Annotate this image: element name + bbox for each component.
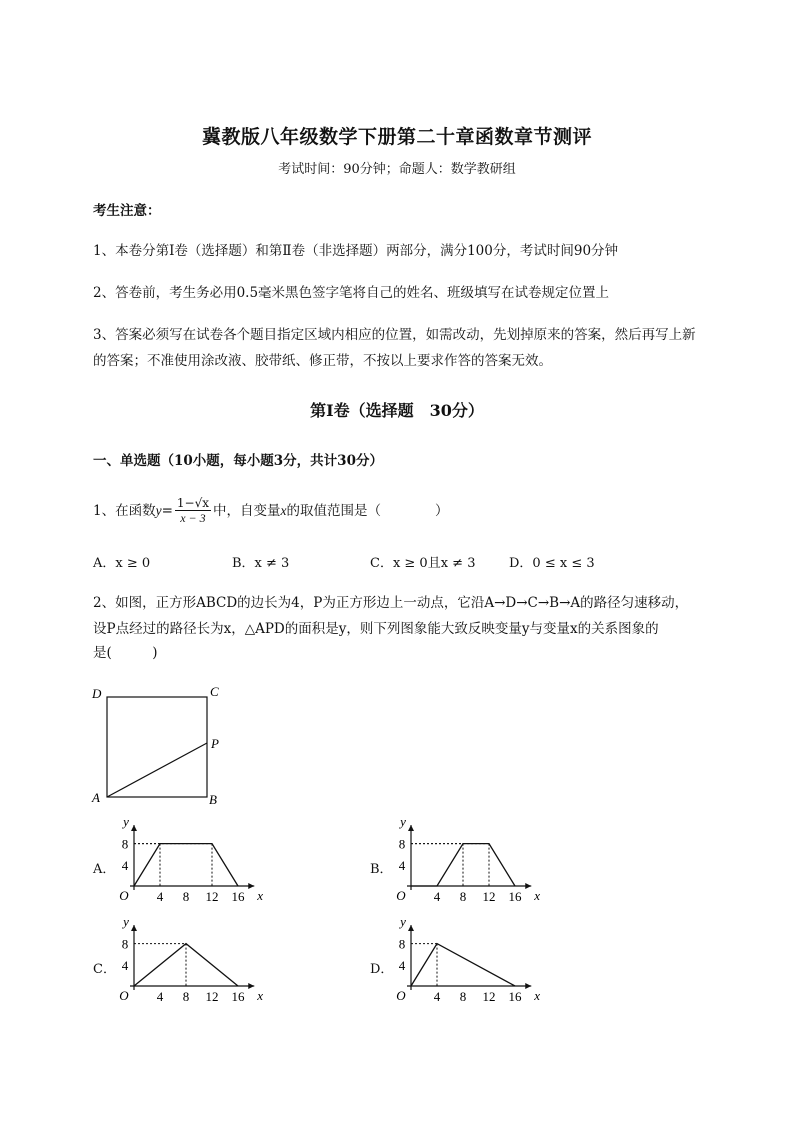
label-b: B — [209, 792, 217, 807]
x-axis-arrow — [248, 883, 254, 889]
q1-eq: = — [161, 502, 173, 519]
q2-option-c-graph[interactable] — [110, 920, 270, 1010]
x-axis-label: x — [257, 888, 263, 903]
q1-prefix: 1、在函数 — [93, 502, 156, 519]
y-tick-label: 8 — [121, 836, 129, 852]
q1-fraction — [175, 496, 211, 525]
q2-line-1: 2、如图，正方形ABCD的边长为4，P为正方形边上一动点，它沿A→D→C→B→A的路径匀速移动， — [93, 595, 689, 611]
x-tick-label: 16 — [231, 989, 245, 1004]
x-tick-label: 12 — [205, 989, 219, 1004]
q1-numerator: 1−√x — [176, 496, 210, 510]
q1-option-d[interactable]: D．0 ≤ x ≤ 3 — [509, 556, 595, 571]
notice-item-3-cont: 的答案；不准使用涂改液、胶带纸、修正带，不按以上要求作答的答案无效。 — [93, 353, 552, 369]
y-tick-label: 4 — [398, 957, 406, 973]
x-tick-label: 8 — [459, 889, 467, 904]
notice-item-2: 2、答卷前，考生务必用0.5毫米黑色签字笔将自己的姓名、班级填写在试卷规定位置上 — [93, 285, 610, 301]
y-tick-label: 8 — [398, 936, 406, 952]
x-tick-label: 8 — [182, 989, 190, 1004]
x-tick-label: 4 — [433, 889, 441, 904]
y-axis-label: y — [400, 820, 406, 830]
origin-label: O — [396, 888, 406, 903]
q1-x-var: x — [280, 502, 287, 518]
x-tick-label: 4 — [156, 889, 164, 904]
y-axis-arrow — [408, 825, 414, 831]
q1-option-b[interactable]: B．x ≠ 3 — [232, 556, 290, 571]
y-tick-label: 8 — [398, 836, 406, 852]
origin-label: O — [119, 888, 129, 903]
q1-suffix-a: 中，自变量 — [213, 502, 281, 519]
square-abcd — [107, 697, 207, 797]
y-axis-label: y — [400, 920, 406, 930]
segment-ap — [107, 743, 207, 797]
origin-label: O — [119, 988, 129, 1003]
q2-line-2: 设P点经过的路径长为x，△APD的面积是y，则下列图象能大致反映变量y与变量x的关系图象的 — [93, 621, 659, 637]
y-axis-label: y — [123, 820, 129, 830]
q2-option-c-label[interactable]: C． — [93, 962, 116, 977]
q2-option-b-graph[interactable] — [387, 820, 547, 910]
x-tick-label: 8 — [459, 989, 467, 1004]
y-axis-arrow — [131, 825, 137, 831]
notice-heading: 考生注意： — [93, 203, 161, 219]
y-axis-label: y — [123, 920, 129, 930]
origin-label: O — [396, 988, 406, 1003]
label-p: P — [211, 736, 219, 751]
x-axis-arrow — [248, 983, 254, 989]
q2-option-a-graph[interactable] — [110, 820, 270, 910]
page-title: 冀教版八年级数学下册第二十章函数章节测评 — [201, 126, 592, 148]
label-d: D — [92, 686, 102, 701]
x-tick-label: 4 — [156, 989, 164, 1004]
square-figure — [86, 680, 236, 810]
page-subtitle: 考试时间：90分钟；命题人：数学教研组 — [278, 162, 516, 177]
x-tick-label: 12 — [205, 889, 219, 904]
label-c: C — [210, 684, 219, 699]
x-axis-label: x — [257, 988, 263, 1003]
q1-suffix-b: 的取值范围是（ ） — [286, 502, 449, 519]
part-title: 一、单选题（10小题，每小题3分，共计30分） — [93, 453, 383, 469]
q1-option-c[interactable]: C．x ≥ 0且x ≠ 3 — [370, 556, 476, 571]
q2-option-d-graph[interactable] — [387, 920, 547, 1010]
q1-option-a[interactable]: A．x ≥ 0 — [93, 556, 151, 571]
q1-y-var: y — [155, 502, 162, 518]
notice-item-3: 3、答案必须写在试卷各个题目指定区域内相应的位置，如需改动，先划掉原来的答案，然后再写上新 — [93, 327, 696, 343]
q2-line-3: 是( ) — [93, 645, 158, 661]
function-line — [411, 944, 515, 986]
question-1 — [93, 496, 449, 525]
x-tick-label: 12 — [482, 989, 496, 1004]
x-axis-label: x — [534, 888, 540, 903]
x-axis-arrow — [525, 983, 531, 989]
x-tick-label: 16 — [508, 989, 522, 1004]
q1-denominator: x − 3 — [180, 511, 206, 525]
y-tick-label: 8 — [121, 936, 129, 952]
x-tick-label: 8 — [182, 889, 190, 904]
x-tick-label: 12 — [482, 889, 496, 904]
q2-option-a-label[interactable]: A． — [93, 862, 116, 877]
notice-item-1: 1、本卷分第I卷（选择题）和第Ⅱ卷（非选择题）两部分，满分100分，考试时间90分钟 — [93, 243, 619, 259]
y-tick-label: 4 — [121, 857, 129, 873]
x-axis-arrow — [525, 883, 531, 889]
x-tick-label: 4 — [433, 989, 441, 1004]
y-tick-label: 4 — [398, 857, 406, 873]
y-axis-arrow — [408, 925, 414, 931]
q2-option-b-label[interactable]: B． — [370, 862, 393, 877]
function-line — [134, 844, 238, 886]
x-tick-label: 16 — [508, 889, 522, 904]
y-tick-label: 4 — [121, 957, 129, 973]
section-title: 第I卷（选择题 30分） — [310, 401, 484, 420]
q2-option-d-label[interactable]: D． — [370, 962, 394, 977]
x-axis-label: x — [534, 988, 540, 1003]
label-a: A — [92, 790, 100, 805]
y-axis-arrow — [131, 925, 137, 931]
x-tick-label: 16 — [231, 889, 245, 904]
